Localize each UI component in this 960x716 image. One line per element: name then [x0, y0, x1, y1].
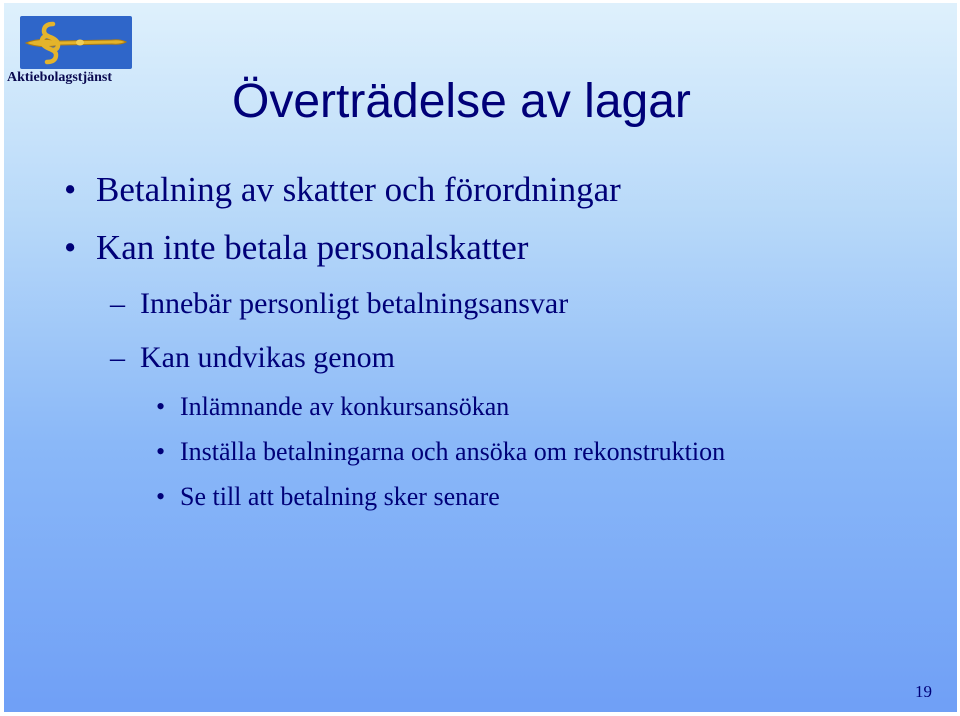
page-number: 19: [915, 682, 932, 701]
bullet-text: Betalning av skatter och förordningar: [96, 170, 621, 209]
slide-border-bottom: [0, 712, 960, 716]
sub-item-text: Innebär personligt betalningsansvar: [140, 287, 569, 320]
bullet-marker: •: [156, 482, 166, 511]
sub-item-text: Kan undvikas genom: [140, 341, 395, 374]
slide-title: Överträdelse av lagar: [232, 75, 691, 128]
bullet-marker: •: [156, 437, 166, 466]
dash-marker: –: [110, 287, 125, 320]
sub-sub-item-text: Inställa betalningarna och ansöka om rekonstruktion: [180, 437, 726, 466]
sub-sub-item-text: Se till att betalning sker senare: [180, 482, 500, 511]
slide-border-left: [0, 0, 4, 716]
bullet-marker: •: [64, 170, 77, 209]
sub-sub-item-text: Inlämnande av konkursansökan: [180, 392, 510, 421]
bullet-marker: •: [64, 228, 77, 267]
dash-marker: –: [110, 341, 125, 374]
bullet-text: Kan inte betala personalskatter: [96, 228, 529, 267]
brand-name: Aktiebolagstjänst: [7, 70, 113, 85]
section-sign-scroll-icon: [20, 16, 132, 69]
bullet-marker: •: [156, 392, 166, 421]
slide-border-top: [0, 0, 960, 3]
